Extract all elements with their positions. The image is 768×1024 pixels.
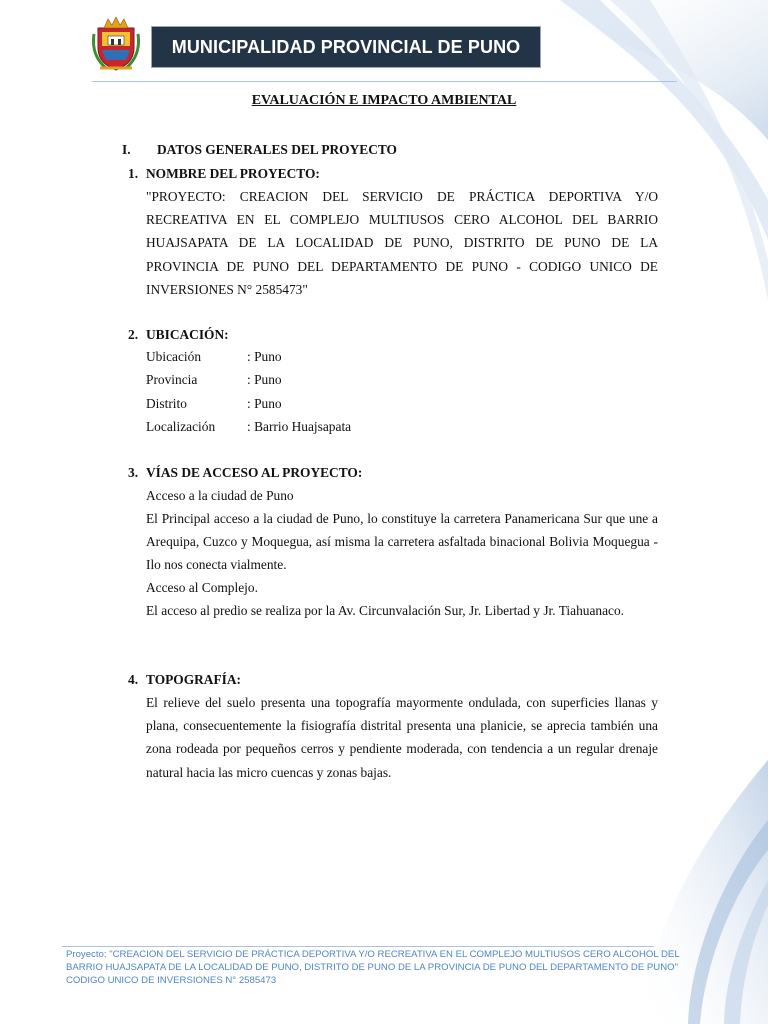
topography-paragraph: El relieve del suelo presenta una topografía mayormente ondulada, con superficies llanas y plana, consecuentemente la fisiografía distrital presenta una planicie, se aprecia también una zona rodeada por pequeños cerros y pendiente moderada, con tendencia a un regular drenaje natural hacia las micro cuencas y zonas bajas. (146, 695, 658, 780)
location-value: : Puno (247, 349, 282, 364)
footer-divider (62, 946, 654, 947)
location-value: : Barrio Huajsapata (247, 419, 352, 434)
item-heading: TOPOGRAFÍA: (146, 672, 241, 687)
location-row (146, 349, 282, 365)
access-paragraph: El acceso al predio se realiza por la Av. Circunvalación Sur, Jr. Libertad y Jr. Tiahuanaco. (146, 603, 625, 618)
footer-line: BARRIO HUAJSAPATA DE LA LOCALIDAD DE PUNO, DISTRITO DE PUNO DE LA PROVINCIA DE PUNO DEL DEPARTAMENTO DE PUNO" (66, 962, 679, 974)
footer-line: Proyecto: "CREACION DEL SERVICIO DE PRÁCTICA DEPORTIVA Y/O RECREATIVA EN EL COMPLEJO MULTIUSOS CERO ALCOHOL DEL (66, 949, 680, 960)
access-paragraph: El Principal acceso a la ciudad de Puno, lo constituye la carretera Panamericana Sur que une a Arequipa, Cuzco y Moquegua, así misma la carretera asfaltada binacional Bolivia Moquegua - Ilo nos conecta vialmente. (146, 511, 658, 573)
item-heading: NOMBRE DEL PROYECTO: (146, 166, 320, 181)
item-number: 1. (128, 166, 139, 181)
item-heading: VÍAS DE ACCESO AL PROYECTO: (146, 465, 363, 480)
section-heading: DATOS GENERALES DEL PROYECTO (157, 142, 397, 157)
location-row (146, 419, 351, 435)
location-key: Localización (146, 419, 216, 434)
item-heading: UBICACIÓN: (146, 327, 229, 342)
location-key: Distrito (146, 396, 187, 411)
location-row (146, 396, 282, 412)
item-number: 2. (128, 327, 139, 342)
location-value: : Puno (247, 372, 282, 387)
page-footer (66, 948, 686, 988)
item-number: 4. (128, 672, 139, 687)
project-name-text: "PROYECTO: CREACION DEL SERVICIO DE PRÁCTICA DEPORTIVA Y/O RECREATIVA EN EL COMPLEJO MULTIUSOS CERO ALCOHOL DEL BARRIO HUAJSAPATA DE LA LOCALIDAD DE PUNO, DISTRITO DE PUNO DE LA PROVINCIA DE PUNO DEL DEPARTAMENTO DE PUNO - CODIGO UNICO DE INVERSIONES N° 2585473" (146, 189, 658, 297)
header-banner (151, 26, 541, 68)
header-divider (92, 81, 677, 82)
municipal-crest-logo (92, 14, 140, 72)
location-key: Provincia (146, 372, 198, 387)
footer-line: CODIGO UNICO DE INVERSIONES N° 2585473 (66, 975, 277, 987)
location-row (146, 372, 282, 388)
section-numeral: I. (122, 142, 131, 157)
access-subheading: Acceso al Complejo. (146, 580, 258, 595)
location-value: : Puno (247, 396, 282, 411)
document-title: EVALUACIÓN E IMPACTO AMBIENTAL (251, 93, 517, 108)
item-number: 3. (128, 465, 139, 480)
location-key: Ubicación (146, 349, 202, 364)
institution-name: MUNICIPALIDAD PROVINCIAL DE PUNO (171, 36, 521, 57)
access-subheading: Acceso a la ciudad de Puno (146, 488, 294, 503)
